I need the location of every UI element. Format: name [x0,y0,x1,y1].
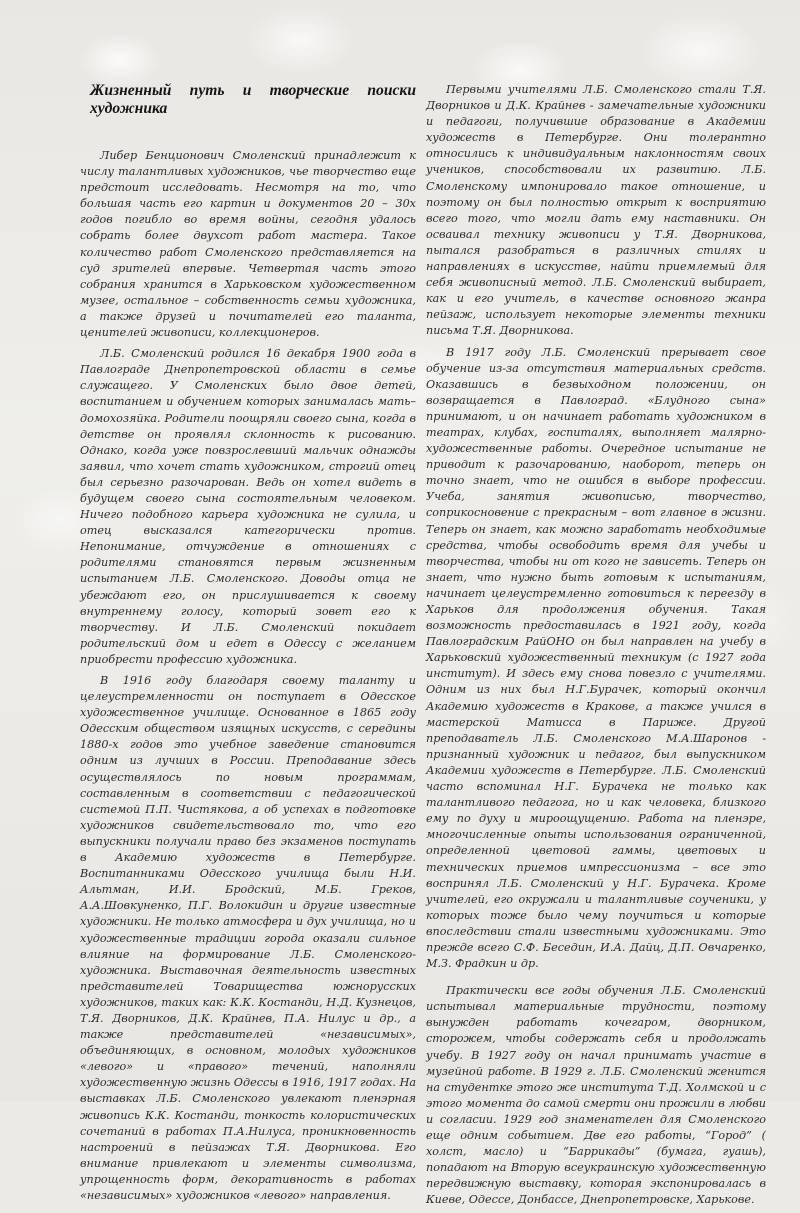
paragraph: В 1917 году Л.Б. Смоленский прерывает свое обучение из-за отсутствия материальных средств. Оказавшись в безвыходном положении, он возвращается в Павлоград. «Блудного сына» принимают, и он начинает работать художником в театрах, клубах, госпиталях, выполняет малярно-художественные работы. Очередное испытание не приводит к разочарованию, наоборот, теперь он точно знает, что не ошибся в выборе профессии. Учеба, занятия живописью, творчество, соприкосновение с прекрасным – вот главное в жизни. Теперь он знает, как можно заработать необходимые средства, чтобы освободить время для учебы и творчества, чтобы ни от кого не зависеть. Теперь он знает, что нужно быть готовым к испытаниям, начинает целеустремленно готовиться к переезду в Харьков для продолжения обучения. Такая возможность предоставилась в 1921 году, когда Павлоградским РайОНО он был направлен на учебу в Харьковский художественный техникум (с 1927 года институт). И здесь ему снова повезло с учителями. Одним из них был Н.Г.Бурачек, который окончил Академию художеств в Кракове, а также учился в мастерской Матисса в Париже. Другой преподаватель Л.Б. Смоленского М.А.Шаронов - признанный художник и педагог, был выпускником Академии художеств в Петербурге. Л.Б. Смоленский часто вспоминал Н.Г. Бурачека не только как талантливого педагога, но и как человека, близкого ему по духу и мироощущению. Работа на пленэре, многочисленные опыты использования ограниченной, определенной цветовой гаммы, цветовых и технических приемов импрессионизма – все это воспринял Л.Б. Смоленский у Н.Г. Бурачека. Кроме учителей, его окружали и талантливые соученики, у которых тоже было чему поучиться и которые впоследствии стали известными художниками. Это прежде всего С.Ф. Беседин, И.А. Дайц, Д.П. Овчаренко, М.З. Фрадкин и др. [426,345,766,971]
paragraph: В 1916 году благодаря своему таланту и целеустремленности он поступает в Одесское художественное училище. Основанное в 1865 году Одесским обществом изящных искусств, с середины 1880-х годов это учебное заведение становится одним из лучших в России. Преподавание здесь осуществлялось по новым программам, составленным в соответствии с педагогической системой П.П. Чистякова, а об успехах в подготовке художников свидетельствовало то, что его выпускники получали право без экзаменов поступать в Академию художеств в Петербурге. Воспитанниками Одесского училища были Н.И. Альтман, И.И. Бродский, М.Б. Греков, А.А.Шовкуненко, П.Г. Волокидин и другие известные художники. Не только атмосфера и дух училища, но и художественные традиции города оказали сильное влияние на формирование Л.Б. Смоленского-художника. Выставочная деятельность известных представителей Товарищества южнорусских художников, таких как: К.К. Костанди, Н.Д. Кузнецов, Т.Я. Дворников, Д.К. Крайнев, П.А. Нилус и др., а также представителей «независимых», объединяющих, в основном, молодых художников «левого» и «правого» течений, наполняли художественную жизнь Одессы в 1916, 1917 годах. На выставках Л.Б. Смоленского увлекают пленэрная живопись К.К. Костанди, тонкость колористических сочетаний в работах П.А.Нилуса, проникновенность настроений в пейзажах Т.Я. Дворникова. Его внимание привлекают и элементы символизма, упрощенность форм, декоративность в работах «независимых» художников «левого» направления. [80,674,416,1202]
right-column [426,82,766,1213]
paragraph: Л.Б. Смоленский родился 16 декабря 1900 года в Павлограде Днепропетровской области в семье служащего. У Смоленских было двое детей, воспитанием и обучением которых занималась мать–домохозяйка. Родители поощряли своего сына, когда в детстве он проявлял склонность к рисованию. Однако, когда уже повзрослевший мальчик однажды заявил, что хочет стать художником, строгий отец был серьезно разочарован. Ведь он хотел видеть в будущем своего сына состоятельным человеком. Ничего подобного карьера художника не сулила, и отец высказался категорически против. Непонимание, отчуждение в отношениях с родителями становятся первым жизненным испытанием Л.Б. Смоленского. Доводы отца не убеждают его, он прислушивается к своему внутреннему голосу, который зовет его к творчеству. И Л.Б. Смоленский покидает родительский дом и едет в Одессу с желанием приобрести профессию художника. [80,347,416,666]
paragraph: Либер Бенционович Смоленский принадлежит к числу талантливых художников, чье творчество еще предстоит исследовать. Несмотря на то, что большая часть его картин и документов 20 – 30х годов погибло во время войны, сегодня удалось собрать более двухсот работ мастера. Такое количество работ Смоленского представляется на суд зрителей впервые. Четвертая часть этого собрания хранится в Харьковском художественном музее, остальное – собственность семьи художника, а также друзей и почитателей его таланта, ценителей живописи, коллекционеров. [80,149,416,340]
article-title: Жизненный путь и творческие поиски художника [90,82,416,117]
paragraph: Первыми учителями Л.Б. Смоленского стали Т.Я. Дворников и Д.К. Крайнев - замечательные художники и педагоги, получившие образование в Академии художеств в Петербурге. Они толерантно относились к индивидуальным наклонностям своих учеников, способствовали их развитию. Л.Б. Смоленскому импонировало такое отношение, и поэтому он был полностью открыт к восприятию всего того, что могли дать ему наставники. Он осваивал технику живописи у Т.Я. Дворникова, пытался разобраться в различных стилях и направлениях в искусстве, найти приемлемый для себя живописный метод. Л.Б. Смоленский выбирает, как и его учитель, в качестве основного жанра пейзаж, использует некоторые элементы техники письма Т.Я. Дворникова. [426,83,766,338]
paragraph: Практически все годы обучения Л.Б. Смоленский испытывал материальные трудности, поэтому вынужден работать кочегаром, дворником, сторожем, чтобы содержать себя и продолжать учебу. В 1927 году он начал принимать участие в музейной работе. В 1929 г. Л.Б. Смоленский женится на студентке этого же института Т.Д. Холмской и с этого момента до самой смерти они прожили в любви и согласии. 1929 год знаменателен для Смоленского еще одним событием. Две его работы, “Город” ( холст, масло) и “Баррикады” (бумага, гуашь), попадают на Вторую всеукраинскую художественную передвижную выставку, которая экспонировалась в Киеве, Одессе, Донбассе, Днепропетровске, Харькове. [426,984,766,1207]
left-column [80,82,416,1209]
